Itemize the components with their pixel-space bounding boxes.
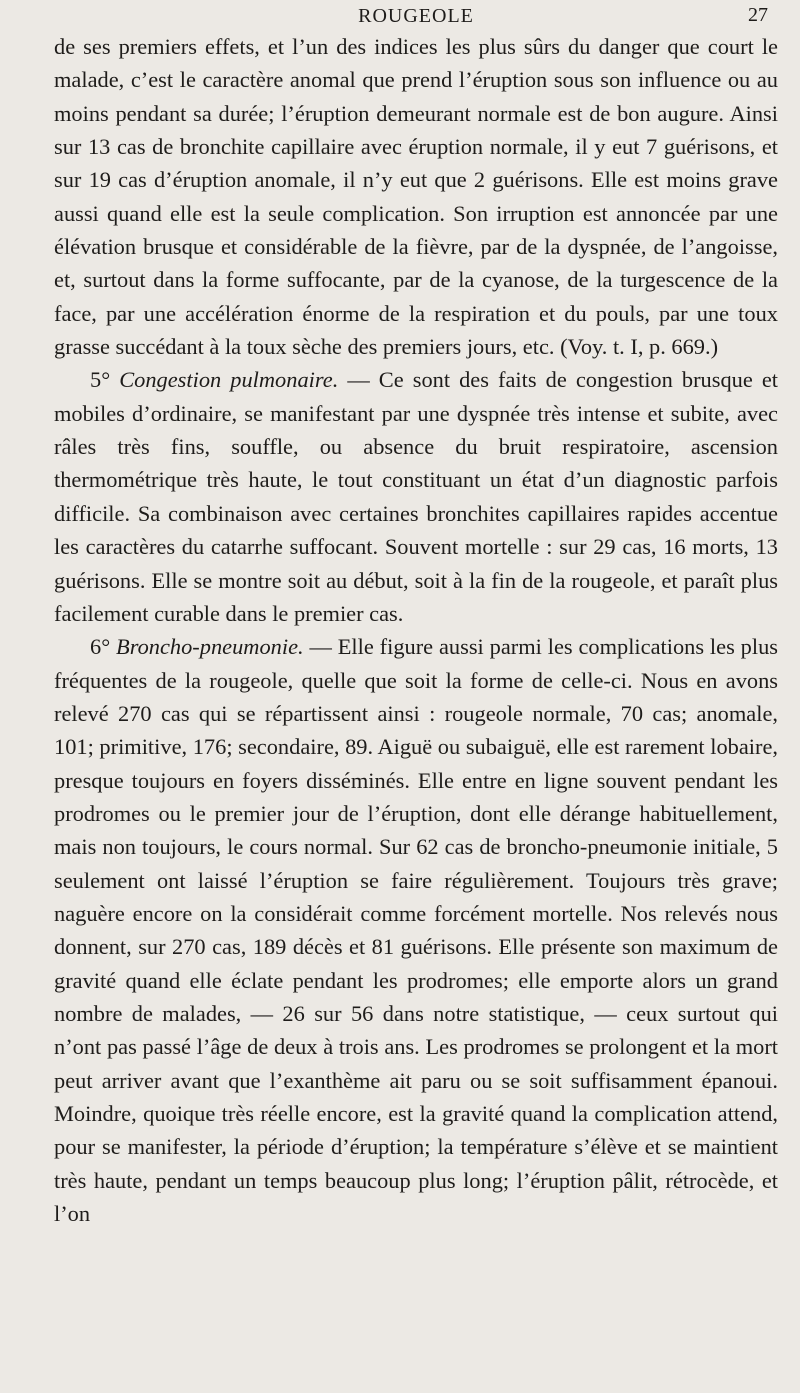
running-head: [54, 0, 778, 30]
section-heading: Broncho-pneumonie.: [116, 634, 304, 660]
section-number: 5°: [90, 367, 111, 393]
paragraph-broncho-pneumonie: [54, 630, 778, 1230]
section-number: 6°: [90, 634, 111, 660]
section-heading: Congestion pulmonaire.: [119, 367, 339, 393]
running-title: ROUGEOLE: [358, 5, 474, 27]
page-number: 27: [748, 4, 768, 26]
paragraph-text: — Elle figure aussi parmi les complications les plus fréquentes de la rougeole, quelle que soit la forme de celle-ci. Nous en avons relevé 270 cas qui se répartissent ainsi : rougeole normale, 70 cas; anomale, 101; primitive, 176; secondaire, 89. Aiguë ou subaiguë, elle est rarement lobaire, presque toujours en foyers disséminés. Elle entre en ligne souvent pendant les prodromes ou le premier jour de l’éruption, dont elle dérange habituellement, mais non toujours, le cours normal. Sur 62 cas de broncho-pneumonie initiale, 5 seulement ont laissé l’éruption se faire régulièrement. Toujours très grave; naguère encore on la considérait comme forcément mortelle. Nos relevés nous donnent, sur 270 cas, 189 décès et 81 guérisons. Elle présente son maximum de gravité quand elle éclate pendant les prodromes; elle emporte alors un grand nombre de malades, — 26 sur 56 dans notre statistique, — ceux surtout qui n’ont pas passé l’âge de deux à trois ans. Les prodromes se prolongent et la mort peut arriver avant que l’exanthème ait paru ou se soit suffisamment épanoui. Moindre, quoique très réelle encore, est la gravité quand la complication attend, pour se manifester, la période d’éruption; la température s’élève et se maintient très haute, pendant un temps beaucoup plus long; l’éruption pâlit, rétrocède, et l’on: [54, 634, 778, 1227]
paragraph-text: de ses premiers effets, et l’un des indices les plus sûrs du danger que court le malade, c’est le caractère anomal que prend l’éruption sous son influence ou au moins pendant sa durée; l’éruption demeurant normale est de bon augure. Ainsi sur 13 cas de bronchite capillaire avec éruption normale, il y eut 7 guérisons, et sur 19 cas d’éruption anomale, il n’y eut que 2 guérisons. Elle est moins grave aussi quand elle est la seule complication. Son irruption est annoncée par une élévation brusque et considérable de la fièvre, par de la dyspnée, de l’angoisse, et, surtout dans la forme suffocante, par de la cyanose, de la turgescence de la face, par une accélération énorme de la respiration et du pouls, par une toux grasse succédant à la toux sèche des premiers jours, etc. (Voy. t. I, p. 669.): [54, 34, 778, 360]
paragraph-text: — Ce sont des faits de congestion brusque et mobiles d’ordinaire, se manifestant par une dyspnée très intense et subite, avec râles très fins, souffle, ou absence du bruit respiratoire, ascension thermométrique très haute, le tout constituant un état d’un diagnostic parfois difficile. Sa combinaison avec certaines bronchites capillaires rapides accentue les caractères du catarrhe suffocant. Souvent mortelle : sur 29 cas, 16 morts, 13 guérisons. Elle se montre soit au début, soit à la fin de la rougeole, et paraît plus facilement curable dans le premier cas.: [54, 367, 778, 626]
body-text: [54, 30, 778, 1230]
paragraph-bronchite-continuation: [54, 30, 778, 363]
paragraph-congestion-pulmonaire: [54, 363, 778, 630]
